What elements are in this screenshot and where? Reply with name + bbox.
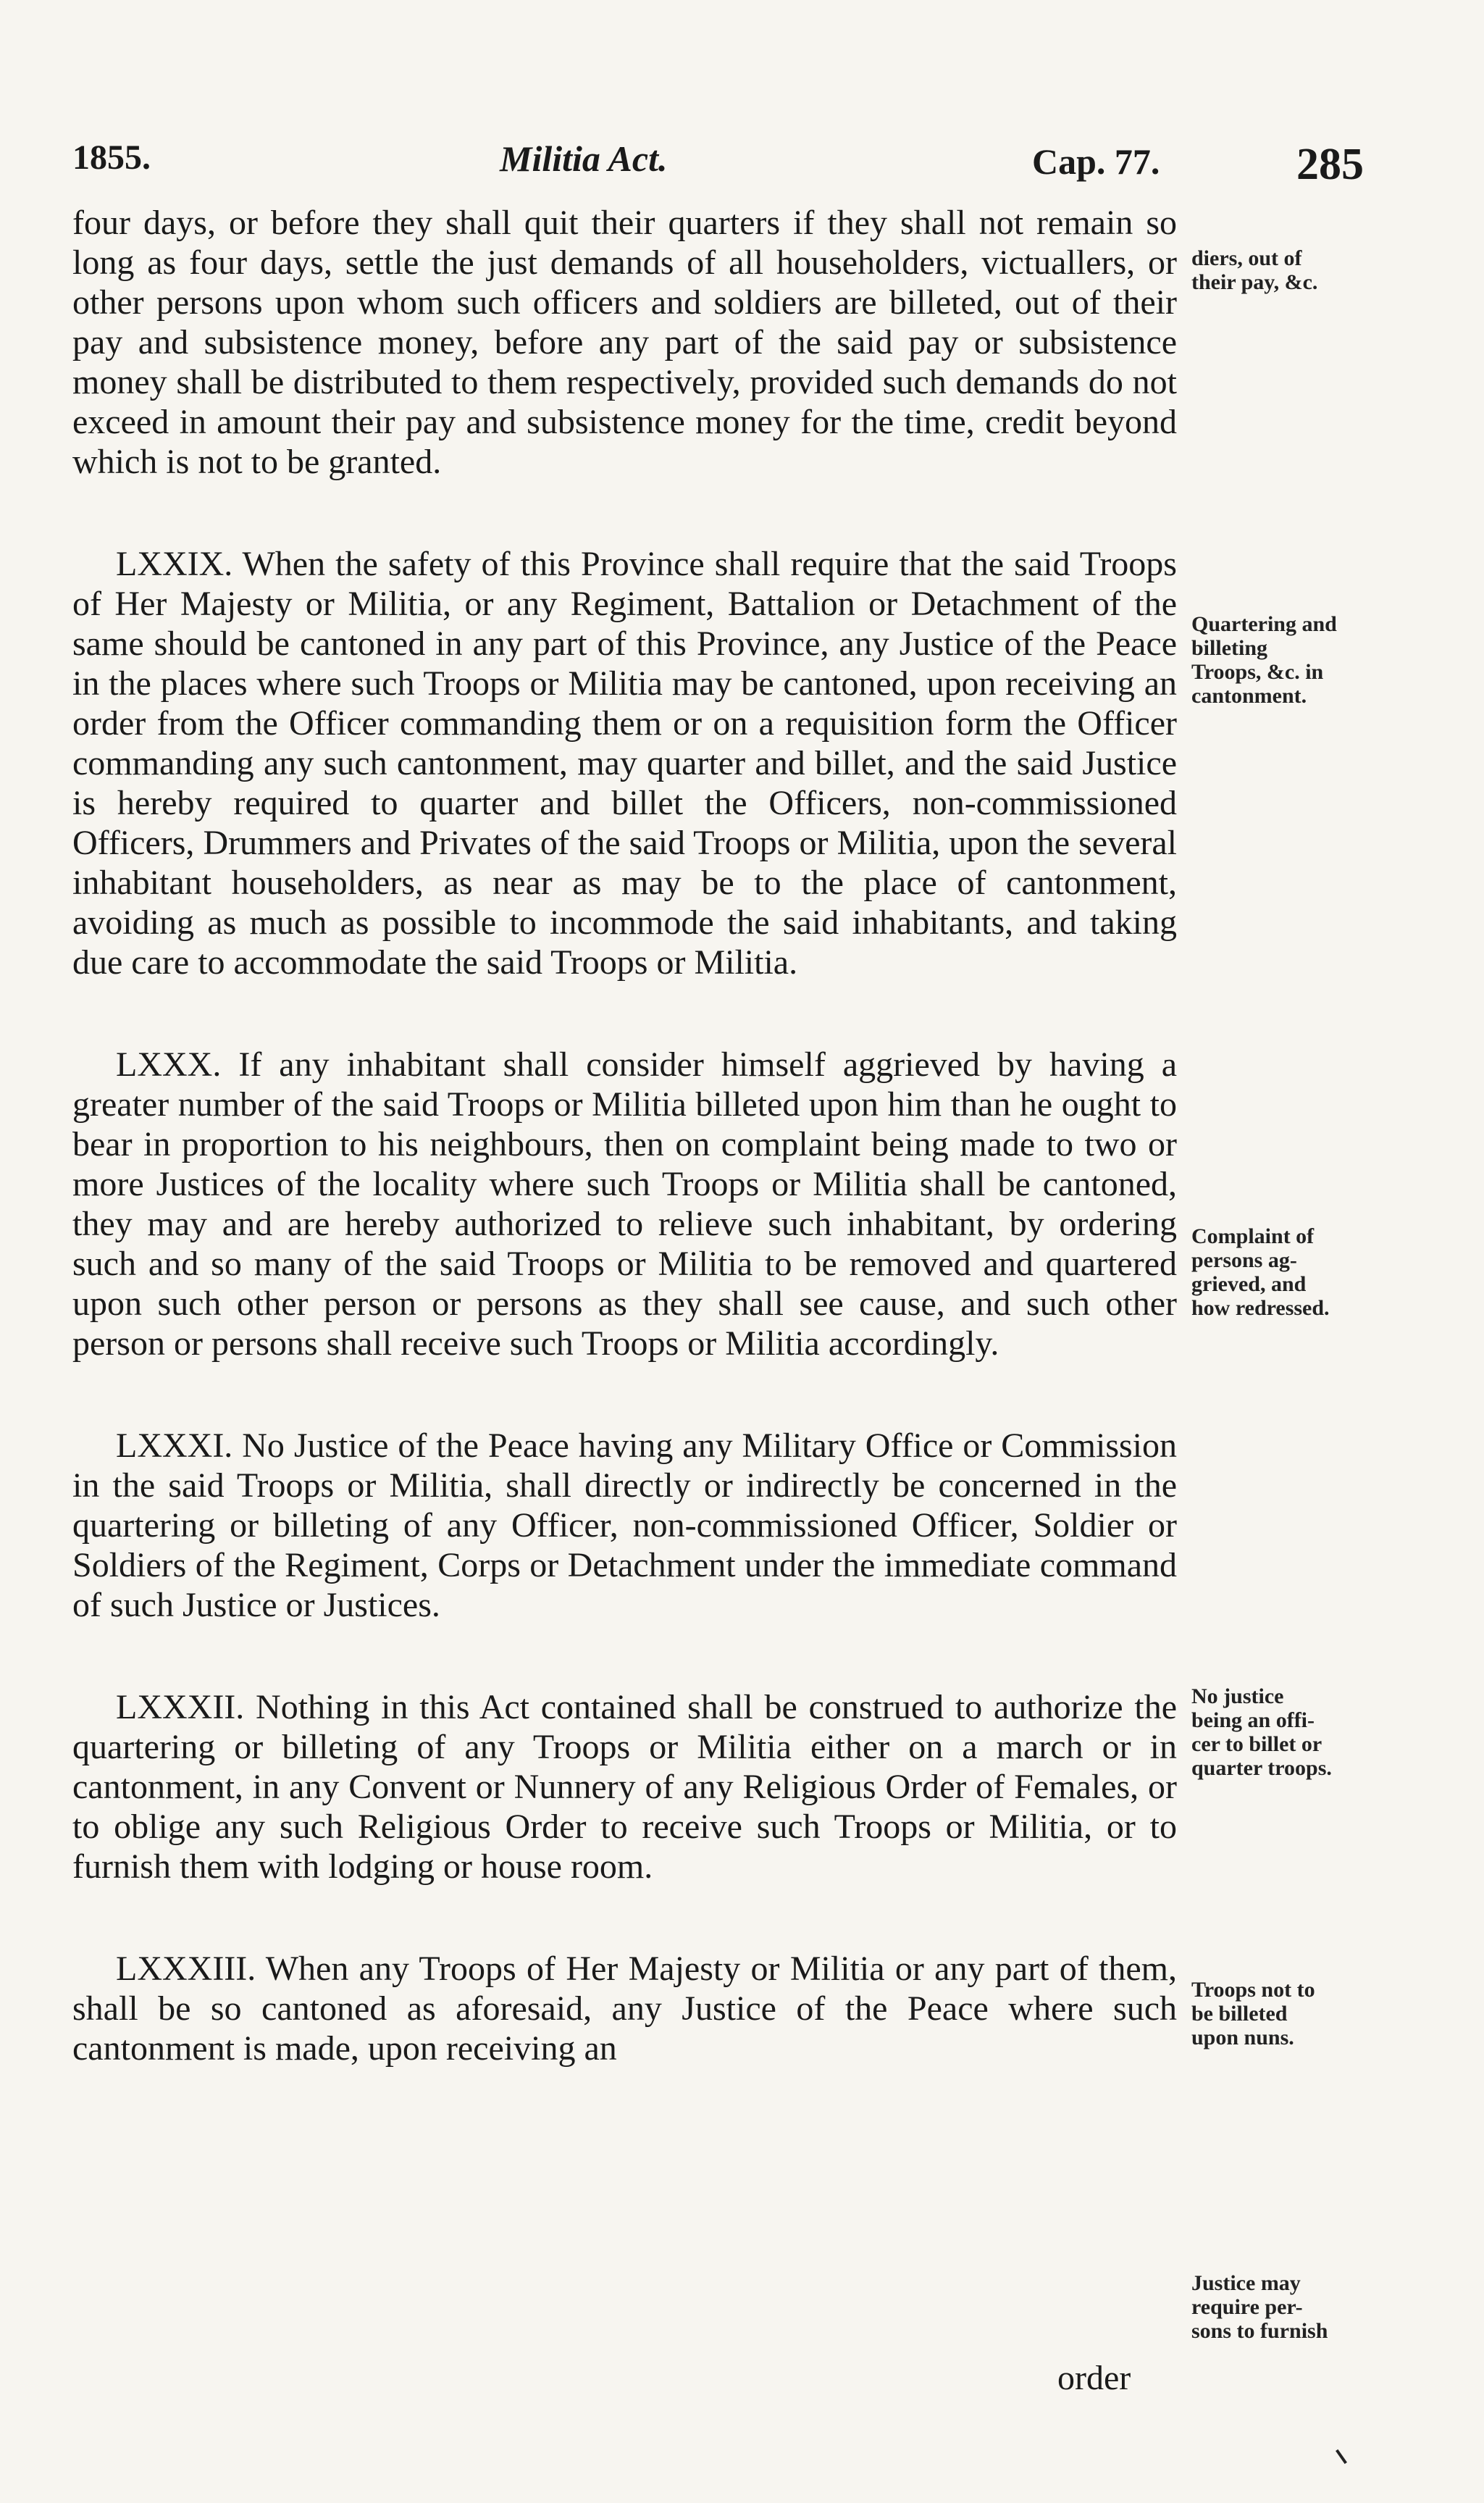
marginal-note-quartering [1191,612,1409,708]
section-lxxxi [72,1426,1177,1625]
paragraph-text: When the safety of this Province shall require that the said Troops of Her Majesty or Militia, or any Regiment, Battalion or Detachment of the same should be cantoned in any part of this Province, any Justice of the Peace in the places where such Troops or Militia may be cantoned, upon receiving an order from the Officer commanding them or on a requisition form the Officer commanding any such cantonment, may quarter and billet, and the said Justice is hereby required to quarter and billet the Officers, non-commissioned Officers, Drummers and Privates of the said Troops or Militia, upon the several inhabitant householders, as near as may be to the place of cantonment, avoiding as much as possible to incommode the said inhabitants, and taking due care to accommodate the said Troops or Militia. [72,545,1177,982]
marginal-note-line: Troops not to [1191,1978,1315,2002]
paragraph-text: If any inhabitant shall consider himself aggrieved by having a greater number of the said Troops or Militia billeted upon him than he ought to bear in proportion to his neighbours, then on complaint being made to two or more Justices of the locality where such Troops or Militia shall be cantoned, they may and are hereby authorized to relieve such inhabitant, by ordering such and so many of the said Troops or Militia to be removed and quartered upon such other person or persons as they shall see cause, and such other person or persons shall receive such Troops or Militia accordingly. [72,1045,1178,1363]
marginal-note-line: Justice may [1191,2271,1301,2295]
catchword: order [1057,2359,1131,2397]
body-text [72,203,1177,2131]
ink-mark [1336,2449,1347,2464]
section-lxxxiii [72,1949,1177,2068]
marginal-note-line: persons ag- [1191,1248,1297,1272]
paragraph-text: When any Troops of Her Majesty or Militia or any part of them, shall be so cantoned as aforesaid, any Justice of the Peace where such cantonment is made, upon receiving an [72,1950,1177,2068]
marginal-note-no-justice [1191,1684,1409,1780]
paragraph-continued [72,203,1177,482]
marginal-note-line: be billeted [1191,2002,1288,2026]
running-head-year: 1855. [72,138,151,177]
marginal-note-line: diers, out of [1191,246,1302,270]
marginal-note-line: upon nuns. [1191,2026,1294,2049]
marginal-note-line: grieved, and [1191,1272,1307,1296]
marginal-note-line: cantonment. [1191,684,1307,708]
marginal-note-line: Complaint of [1191,1224,1315,1248]
paragraph-text: Nothing in this Act contained shall be construed to authorize the quartering or billeting of any Troops or Militia either on a march or in cantonment, in any Convent or Nunnery of any Religious Order of Females, or to oblige any such Religious Order to receive such Troops or Militia, or to furnish them with lodging or house room. [72,1688,1178,1886]
marginal-note-line: Troops, &c. in [1191,660,1324,684]
running-head [72,138,1405,203]
paragraph-text: No Justice of the Peace having any Military Office or Commission in the said Troops or Militia, shall directly or indirectly be concerned in the quartering or billeting of any Officer, non-commissioned Officer, Soldier or Soldiers of the Regiment, Corps or Detachment under the immediate command of such Justice or Justices. [72,1426,1178,1624]
marginal-note-complaint [1191,1224,1409,1320]
section-lxxx [72,1045,1177,1363]
section-lxxxii [72,1687,1177,1886]
marginal-note-line: how redressed. [1191,1296,1330,1320]
running-head-title: Militia Act. [500,138,668,179]
section-number: LXXXIII. [116,1950,256,1988]
page-number: 285 [1296,140,1364,189]
section-number: LXXX. [116,1045,222,1084]
paragraph-text: four days, or before they shall quit their quarters if they shall not remain so long as four days, settle the just demands of all householders, victuallers, or other persons upon whom such officers and soldiers are billeted, out of their pay and subsistence money, before any part of the said pay or subsistence money shall be distributed to them respectively, provided such demands do not exceed in amount their pay and subsistence money for the time, credit beyond which is not to be granted. [72,204,1177,481]
marginal-note-line: their pay, &c. [1191,270,1318,294]
marginal-note-line: billeting [1191,636,1268,660]
section-number: LXXXII. [116,1688,245,1726]
marginal-note-line: require per- [1191,2295,1303,2319]
running-head-chapter: Cap. 77. [1032,141,1160,182]
marginal-note-line: quarter troops. [1191,1756,1332,1780]
marginal-note-line: being an offi- [1191,1708,1315,1732]
marginal-note-line: No justice [1191,1684,1284,1708]
marginal-note-justice-may-require [1191,2271,1409,2343]
section-lxxix [72,544,1177,982]
section-number: LXXIX. [116,545,233,583]
marginal-note-line: sons to furnish [1191,2319,1328,2343]
marginal-note-pay [1191,246,1409,294]
marginal-note-nuns [1191,1978,1409,2049]
marginal-note-line: cer to billet or [1191,1732,1322,1756]
marginal-note-line: Quartering and [1191,612,1337,636]
section-number: LXXXI. [116,1426,233,1465]
